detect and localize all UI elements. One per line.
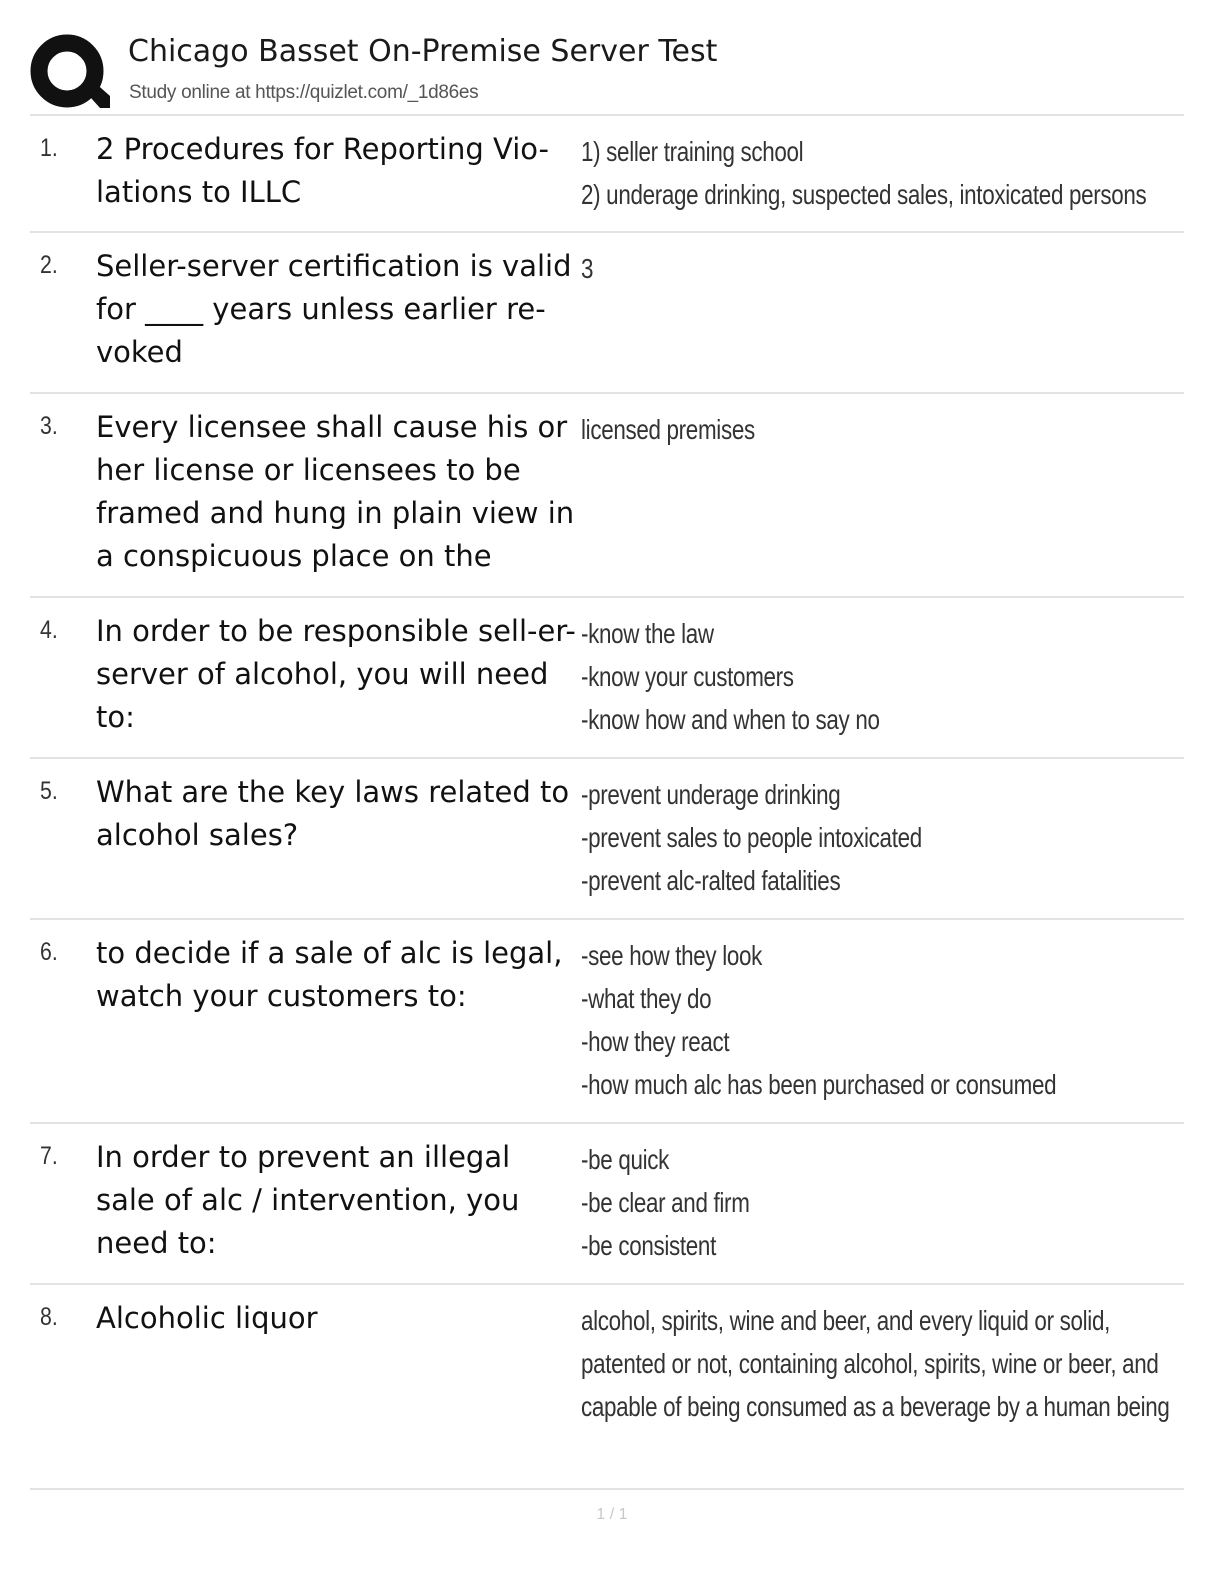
card-definition <box>581 408 1184 451</box>
page-number: 1 / 1 <box>596 1506 628 1523</box>
card-term: 2 Procedures for Reporting Vio-lations to ILLC <box>96 132 549 209</box>
card-number: 2. <box>40 251 58 279</box>
definition-line: -know how and when to say no <box>581 704 880 735</box>
card-term: In order to be responsible sell-er-server of alcohol, you will need to: <box>96 614 576 734</box>
card-term: Alcoholic liquor <box>96 1301 318 1335</box>
card-definition <box>581 1299 1184 1428</box>
card-number: 1. <box>40 134 58 162</box>
card-term: Seller-server certification is valid for ____ years unless earlier re-voked <box>96 249 572 369</box>
definition-line: -prevent underage drinking <box>581 779 841 810</box>
flashcard <box>30 116 1184 233</box>
card-number: 8. <box>40 1303 58 1331</box>
flashcard <box>30 233 1184 394</box>
page-title: Chicago Basset On-Premise Server Test <box>128 34 718 69</box>
definition-line: -know the law <box>581 618 714 649</box>
definition-line: -be quick <box>581 1144 670 1175</box>
card-definition <box>581 612 1184 741</box>
document-header <box>30 30 1184 116</box>
definition-line: 1) seller training school <box>581 136 804 167</box>
card-definition <box>581 773 1184 902</box>
quizlet-logo-icon <box>30 32 110 112</box>
flashcard-list <box>30 116 1184 1490</box>
card-number: 3. <box>40 412 58 440</box>
card-number: 6. <box>40 938 58 966</box>
definition-line: 2) underage drinking, suspected sales, intoxicated persons <box>581 179 1147 210</box>
flashcard <box>30 1285 1184 1490</box>
card-definition <box>581 130 1184 216</box>
definition-line: -see how they look <box>581 940 763 971</box>
card-definition <box>581 247 1184 290</box>
flashcard <box>30 920 1184 1124</box>
definition-line: -be clear and firm <box>581 1187 750 1218</box>
card-definition <box>581 934 1184 1106</box>
definition-text: alcohol, spirits, wine and beer, and every liquid or solid, patented or not, containing alcohol, spirits, wine or beer, and capable of being consumed as a beverage by a human being <box>581 1305 1170 1422</box>
flashcard <box>30 394 1184 598</box>
definition-line: licensed premises <box>581 414 755 445</box>
definition-line: -prevent alc-ralted fatalities <box>581 865 841 896</box>
definition-line: -be consistent <box>581 1230 716 1261</box>
card-number: 5. <box>40 777 58 805</box>
study-online-link[interactable]: Study online at https://quizlet.com/_1d86es <box>129 82 479 103</box>
definition-line: -how they react <box>581 1026 730 1057</box>
definition-line: -know your customers <box>581 661 794 692</box>
card-term: to decide if a sale of alc is legal, watch your customers to: <box>96 936 563 1013</box>
card-term: In order to prevent an illegal sale of alc / intervention, you need to: <box>96 1140 520 1260</box>
flashcard <box>30 598 1184 759</box>
card-number: 4. <box>40 616 58 644</box>
flashcard <box>30 759 1184 920</box>
definition-line: -what they do <box>581 983 712 1014</box>
card-number: 7. <box>40 1142 58 1170</box>
card-definition <box>581 1138 1184 1267</box>
definition-line: -how much alc has been purchased or consumed <box>581 1069 1057 1100</box>
definition-line: -prevent sales to people intoxicated <box>581 822 922 853</box>
flashcard <box>30 1124 1184 1285</box>
card-term: Every licensee shall cause his or her license or licensees to be framed and hung in plain view in a conspicuous place on the <box>96 410 575 573</box>
definition-line: 3 <box>581 253 594 284</box>
card-term: What are the key laws related to alcohol sales? <box>96 775 570 852</box>
